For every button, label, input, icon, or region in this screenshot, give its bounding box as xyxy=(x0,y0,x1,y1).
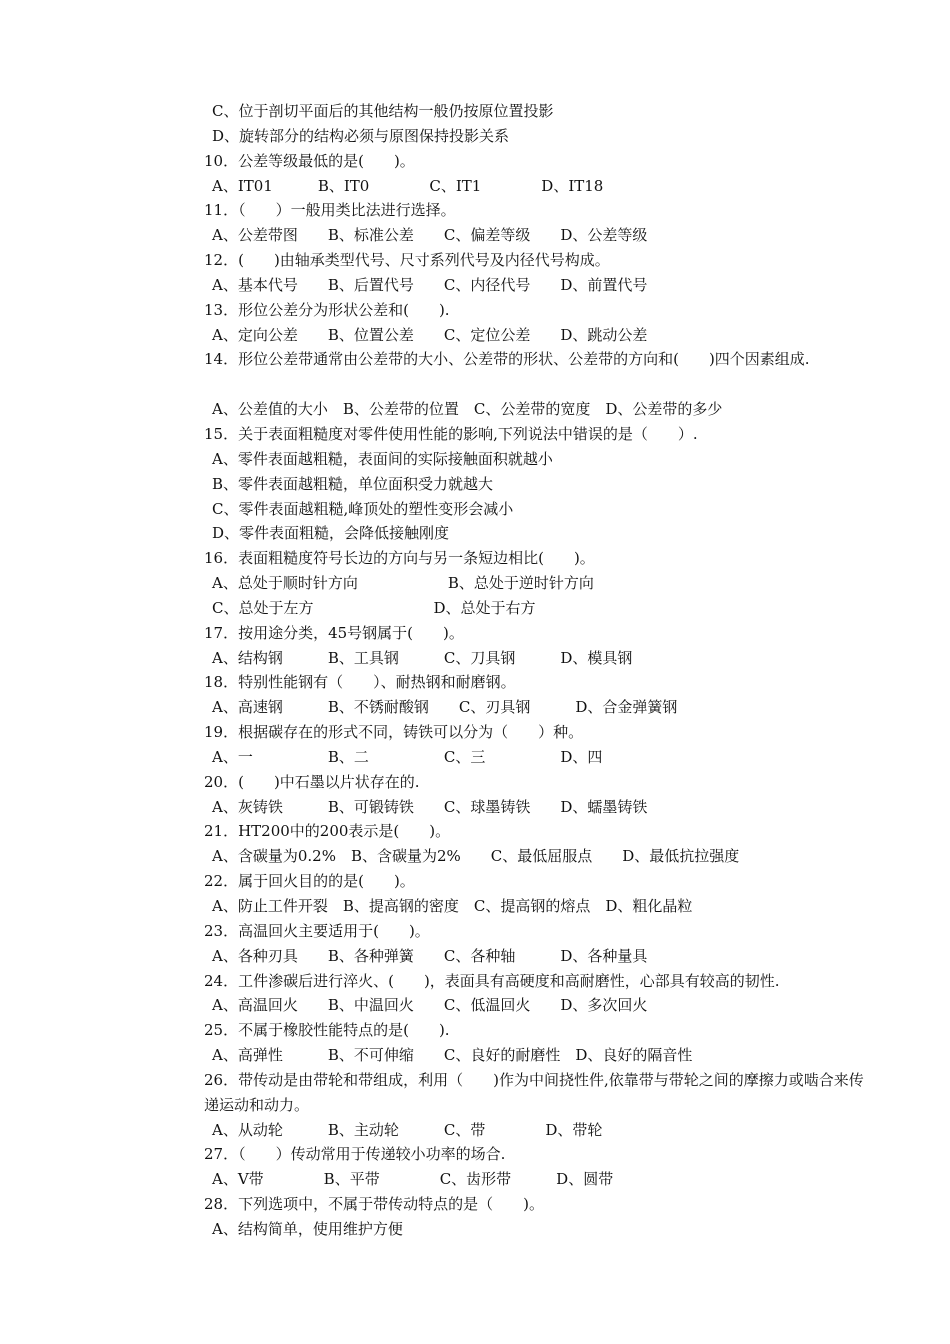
answer-option-line: A、基本代号 B、后置代号 C、内径代号 D、前置代号 xyxy=(212,275,648,294)
answer-option-line: C、位于剖切平面后的其他结构一般仍按原位置投影 xyxy=(212,102,554,120)
answer-option-line: A、一 B、二 C、三 D、四 xyxy=(212,747,603,766)
question-text: 23．高温回火主要适用于( )。 xyxy=(204,921,430,940)
question-text: 27．（ ）传动常用于传递较小功率的场合. xyxy=(204,1145,506,1164)
question-text: 26．带传动是由带轮和带组成，利用（ )作为中间挠性件,依靠带与带轮之间的摩擦力或啮合来传递运动和动力。 xyxy=(204,1070,864,1114)
answer-option-line: A、公差值的大小 B、公差带的位置 C、公差带的宽度 D、公差带的多少 xyxy=(212,400,723,419)
question-text: 14．形位公差带通常由公差带的大小、公差带的形状、公差带的方向和( )四个因素组成. xyxy=(204,350,810,369)
question-text: 25．不属于橡胶性能特点的是( ). xyxy=(204,1021,450,1040)
question-text: 10．公差等级最低的是( )。 xyxy=(204,151,415,170)
answer-option-line: A、总处于顺时针方向 B、总处于逆时针方向 xyxy=(212,574,594,593)
answer-option-line: A、结构钢 B、工具钢 C、刀具钢 D、模具钢 xyxy=(212,648,633,667)
answer-option-line: A、从动轮 B、主动轮 C、带 D、带轮 xyxy=(212,1120,603,1139)
answer-option-line: B、零件表面越粗糙，单位面积受力就越大 xyxy=(212,474,494,493)
answer-option-line: A、灰铸铁 B、可锻铸铁 C、球墨铸铁 D、蠕墨铸铁 xyxy=(212,797,648,816)
answer-option-line: A、含碳量为0.2% B、含碳量为2% C、最低屈服点 D、最低抗拉强度 xyxy=(212,847,740,866)
answer-option-line: A、高速钢 B、不锈耐酸钢 C、刃具钢 D、合金弹簧钢 xyxy=(212,698,678,717)
question-text: 17．按用途分类，45号钢属于( )。 xyxy=(204,623,464,642)
question-text: 20．( )中石墨以片状存在的. xyxy=(204,772,420,791)
answer-option-line: A、IT01 B、IT0 C、IT1 D、IT18 xyxy=(212,176,604,195)
question-text: 22．属于回火目的的是( )。 xyxy=(204,872,415,891)
answer-option-line: A、V带 B、平带 C、齿形带 D、圆带 xyxy=(212,1170,614,1189)
answer-option-line: A、防止工件开裂 B、提高钢的密度 C、提高钢的熔点 D、粗化晶粒 xyxy=(212,897,693,915)
question-text: 11．（ ）一般用类比法进行选择。 xyxy=(204,201,456,220)
question-text: 12．( )由轴承类型代号、尺寸系列代号及内径代号构成。 xyxy=(204,251,610,270)
answer-option-line: C、零件表面越粗糙,峰顶处的塑性变形会减小 xyxy=(212,499,514,518)
question-list xyxy=(204,99,864,1242)
question-text: 13．形位公差分为形状公差和( ). xyxy=(204,300,450,319)
question-text: 19．根据碳存在的形式不同，铸铁可以分为（ ）种。 xyxy=(204,723,584,742)
answer-option-line: A、结构简单，使用维护方便 xyxy=(212,1219,403,1238)
question-text: 21．HT200中的200表示是( )。 xyxy=(204,822,451,841)
answer-option-line: D、旋转部分的结构必须与原图保持投影关系 xyxy=(212,126,510,145)
answer-option-line: C、总处于左方 D、总处于右方 xyxy=(212,598,536,617)
answer-option-line: A、高弹性 B、不可伸缩 C、良好的耐磨性 D、良好的隔音性 xyxy=(212,1046,693,1065)
answer-option-line: A、定向公差 B、位置公差 C、定位公差 D、跳动公差 xyxy=(212,325,648,344)
question-text: 18．特别性能钢有（ ）、耐热钢和耐磨钢。 xyxy=(204,673,516,692)
question-text: 24．工件渗碳后进行淬火、( )，表面具有高硬度和高耐磨性，心部具有较高的韧性. xyxy=(204,971,780,990)
answer-option-line: A、高温回火 B、中温回火 C、低温回火 D、多次回火 xyxy=(212,996,648,1015)
answer-option-line: A、各种刃具 B、各种弹簧 C、各种轴 D、各种量具 xyxy=(212,946,648,965)
answer-option-line: A、公差带图 B、标准公差 C、偏差等级 D、公差等级 xyxy=(212,226,648,245)
question-text: 28．下列选项中，不属于带传动特点的是（ )。 xyxy=(204,1195,544,1214)
question-text: 15．关于表面粗糙度对零件使用性能的影响,下列说法中错误的是（ ）. xyxy=(204,424,698,443)
answer-option-line: A、零件表面越粗糙，表面间的实际接触面积就越小 xyxy=(212,449,553,468)
question-text: 16．表面粗糙度符号长边的方向与另一条短边相比( )。 xyxy=(204,549,595,568)
answer-option-line: D、零件表面粗糙，会降低接触刚度 xyxy=(212,524,450,543)
